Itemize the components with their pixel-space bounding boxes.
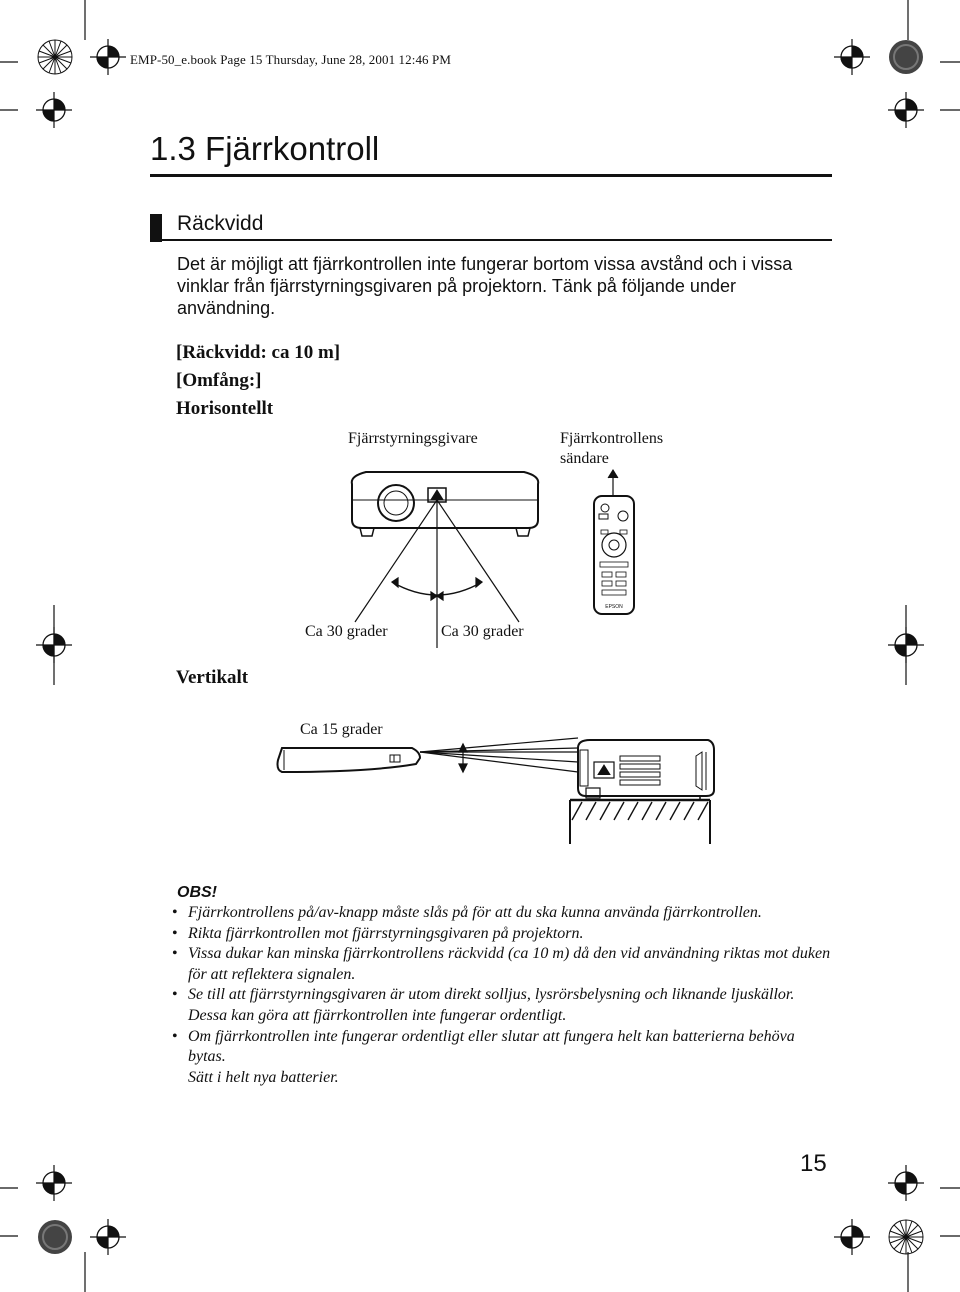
note-text: Fjärrkontrollens på/av-knapp måste slås på för att du ska kunna använda fjärrkontrollen. <box>188 904 762 921</box>
bullet-icon: • <box>172 945 178 963</box>
note-subtext: Dessa kan göra att fjärrkontrollen inte fungerar ordentligt. <box>188 1006 567 1024</box>
spec-horizontal: Horisontellt <box>176 398 274 419</box>
note-item <box>172 1027 832 1089</box>
intro-paragraph: Det är möjligt att fjärrkontrollen inte fungerar bortom vissa avstånd och i vissa vinklar från fjärrstyrningsgivaren på projektorn. Tänk på följande under användning. <box>177 254 793 318</box>
note-item <box>172 924 832 945</box>
note-item <box>172 944 832 985</box>
remote-brand: EPSON <box>605 604 623 610</box>
transmitter-label-line2: sändare <box>560 450 609 467</box>
section-title: Räckvidd <box>177 212 264 235</box>
bullet-icon: • <box>172 904 178 921</box>
receiver-label: Fjärrstyrningsgivare <box>348 430 478 447</box>
vertical-ir-beam <box>420 738 578 772</box>
projector-side-view <box>578 740 714 800</box>
note-subtext: Sätt i helt nya batterier. <box>188 1068 339 1086</box>
vertical-angle-label: Ca 15 grader <box>300 721 383 738</box>
obs-notes <box>172 903 832 1088</box>
note-text: Vissa dukar kan minska fjärrkontrollens räckvidd (ca 10 m) då den vid användning riktas mot duken för att reflektera signalen. <box>188 945 831 983</box>
print-header: EMP-50_e.book Page 15 Thursday, June 28, 2001 12:46 PM <box>130 52 451 67</box>
obs-title: OBS! <box>177 884 217 901</box>
bullet-icon: • <box>172 986 178 1004</box>
spec-scope: [Omfång:] <box>176 370 262 391</box>
transmitter-label-line1: Fjärrkontrollens <box>560 430 664 447</box>
chapter-title: 1.3 Fjärrkontroll <box>150 130 380 167</box>
bullet-icon: • <box>172 1027 178 1045</box>
table-surface <box>570 800 710 844</box>
remote-control-side <box>278 748 421 772</box>
note-text: Om fjärrkontrollen inte fungerar ordentligt eller slutar att fungera helt kan batterierna behöva bytas. <box>188 1027 795 1066</box>
page-number: 15 <box>800 1150 827 1177</box>
note-text: Rikta fjärrkontrollen mot fjärrstyrningsgivaren på projektorn. <box>188 924 584 942</box>
spec-vertical: Vertikalt <box>176 667 249 688</box>
spec-range: [Räckvidd: ca 10 m] <box>176 342 341 363</box>
note-item <box>172 985 832 1026</box>
note-item <box>172 903 832 924</box>
left-angle-label: Ca 30 grader <box>305 623 388 640</box>
bullet-icon: • <box>172 924 178 942</box>
right-angle-label: Ca 30 grader <box>441 623 524 640</box>
note-text: Se till att fjärrstyrningsgivaren är utom direkt solljus, lysrörsbelysning och liknande ljuskällor. <box>188 986 795 1004</box>
